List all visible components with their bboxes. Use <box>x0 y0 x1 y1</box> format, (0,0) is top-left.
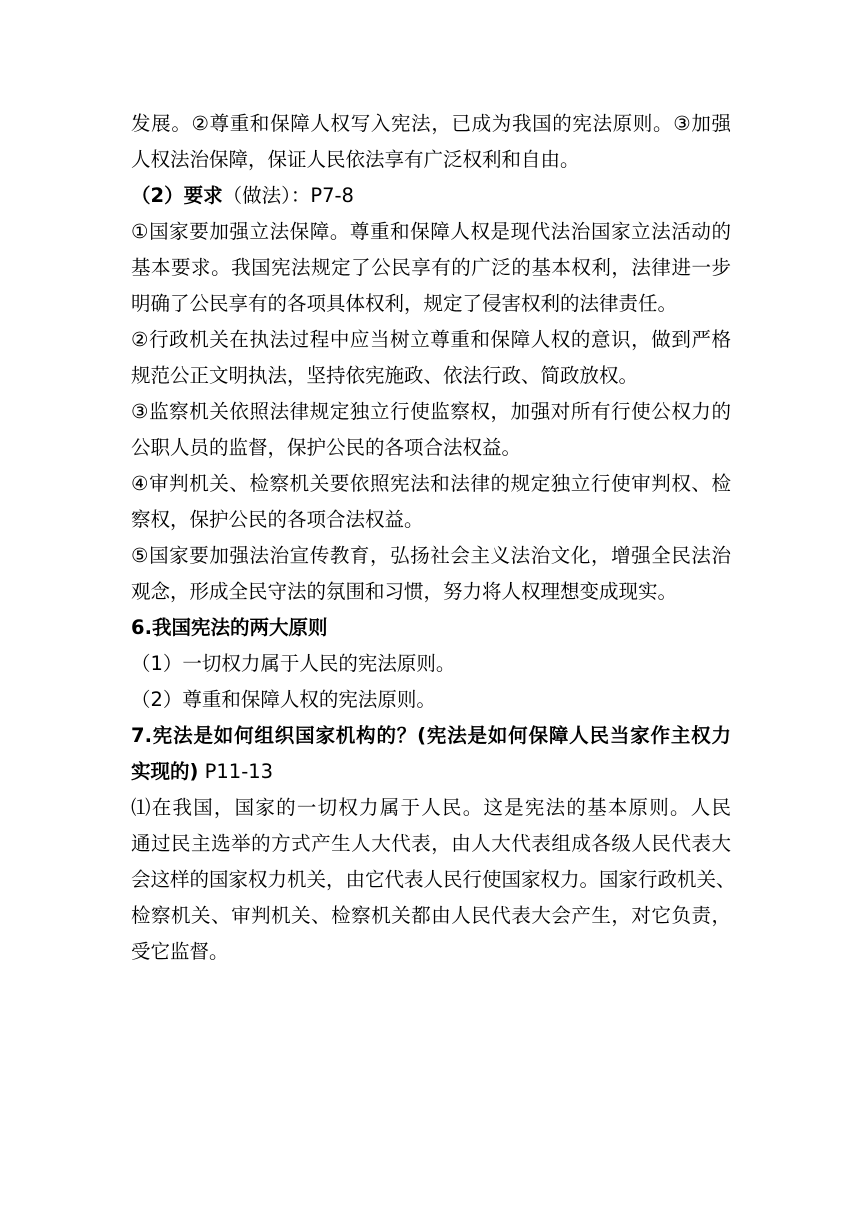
text-line: 人权法治保障，保证人民依法享有广泛权利和自由。 <box>131 148 580 171</box>
text-line: ③监察机关依照法律规定独立行使监察权，加强对所有行使公权力的 <box>131 400 731 423</box>
text-line: 规范公正文明执法，坚持依宪施政、依法行政、简政放权。 <box>131 364 639 387</box>
text-line: 明确了公民享有的各项具体权利，规定了侵害权利的法律责任。 <box>131 292 678 315</box>
text-line: 察权，保护公民的各项合法权益。 <box>131 508 424 531</box>
text-line: ①国家要加强立法保障。尊重和保障人权是现代法治国家立法活动的 <box>131 220 731 243</box>
text-line: 检察机关、审判机关、检察机关都由人民代表大会产生，对它负责， <box>131 904 731 927</box>
text-line: 公职人员的监督，保护公民的各项合法权益。 <box>131 436 522 459</box>
section-heading-6: 6.我国宪法的两大原则 <box>131 616 328 639</box>
text-line: （2）尊重和保障人权的宪法原则。 <box>131 688 436 711</box>
text-line: ⑴在我国，国家的一切权力属于人民。这是宪法的基本原则。人民 <box>131 796 731 819</box>
heading-rest: P11-13 <box>198 760 274 783</box>
section-heading-2 <box>131 178 731 214</box>
heading-rest: （做法）：P7-8 <box>222 184 354 207</box>
text-line: ②行政机关在执法过程中应当树立尊重和保障人权的意识，做到严格 <box>131 328 731 351</box>
text-line: ④审判机关、检察机关要依照宪法和法律的规定独立行使审判权、检 <box>131 472 731 495</box>
document-page <box>131 106 736 970</box>
text-line: 基本要求。我国宪法规定了公民享有的广泛的基本权利，法律进一步 <box>131 256 731 279</box>
text-line: 发展。②尊重和保障人权写入宪法，已成为我国的宪法原则。③加强 <box>131 112 731 135</box>
text-line: 会这样的国家权力机关，由它代表人民行使国家权力。国家行政机关、 <box>131 868 736 891</box>
text-line: 观念，形成全民守法的氛围和习惯，努力将人权理想变成现实。 <box>131 580 678 603</box>
heading-bold: （2）要求 <box>131 184 223 207</box>
text-line: 通过民主选举的方式产生人大代表，由人大代表组成各级人民代表大 <box>131 832 731 855</box>
heading-bold: 实现的) <box>131 760 199 783</box>
text-line: （1）一切权力属于人民的宪法原则。 <box>131 652 456 675</box>
text-line: ⑤国家要加强法治宣传教育，弘扬社会主义法治文化，增强全民法治 <box>131 544 731 567</box>
text-line: 受它监督。 <box>131 940 229 963</box>
section-heading-7: 7.宪法是如何组织国家机构的？(宪法是如何保障人民当家作主权力 <box>131 724 731 747</box>
section-heading-7-cont <box>131 754 731 790</box>
